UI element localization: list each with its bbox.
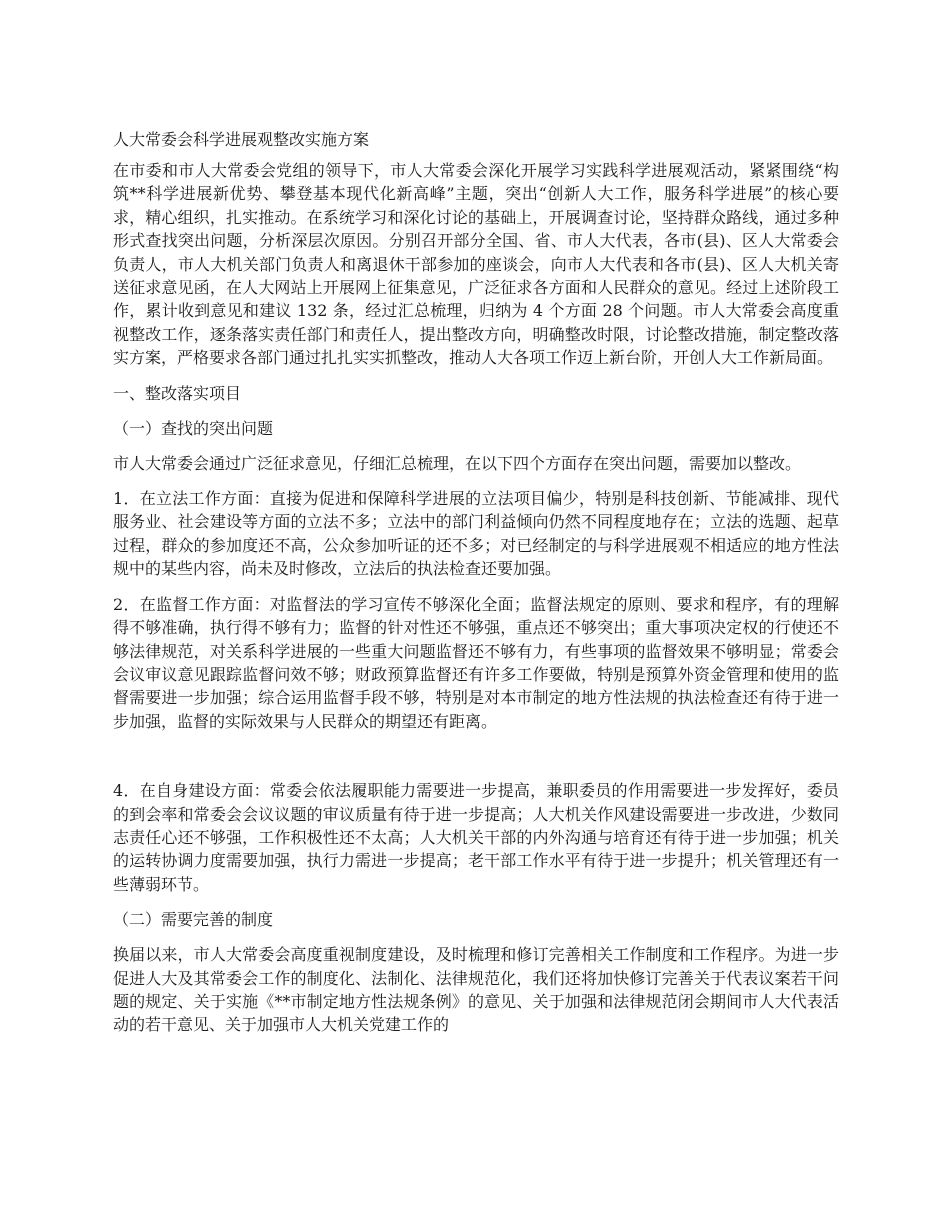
document-title: 人大常委会科学进展观整改实施方案 bbox=[113, 130, 370, 149]
document-page bbox=[113, 128, 839, 1049]
item-2-supervision: 2．在监督工作方面：对监督法的学习宣传不够深化全面；监督法规定的原则、要求和程序，有的理解得不够准确，执行得不够有力；监督的针对性还不够强，重点还不够突出；重大事项决定权的行使还不够法律规范，对关系科学进展的一些重大问题监督还不够有力，有些事项的监督效果不够明显；常委会会议审议意见跟踪监督问效不够；财政预算监督还有许多工作要做，特别是预算外资金管理和使用的监督需要进一步加强；综合运用监督手段不够，特别是对本市制定的地方性法规的执法检查还有待于进一步加强，监督的实际效果与人民群众的期望还有距离。 bbox=[113, 594, 839, 731]
subsection-heading-2: （二）需要完善的制度 bbox=[113, 910, 274, 930]
section-heading-1: 一、整改落实项目 bbox=[113, 383, 242, 403]
item-4-self-building: 4．在自身建设方面：常委会依法履职能力需要进一步提高，兼职委员的作用需要进一步发挥好，委员的到会率和常委会会议议题的审议质量有待于进一步提高；人大机关作风建设需要进一步改进，少数同志责任心还不够强，工作积极性还不太高；人大机关干部的内外沟通与培育还有待于进一步加强；机关的运转协调力度需要加强，执行力需进一步提高；老干部工作水平有待于进一步提升；机关管理还有一些薄弱环节。 bbox=[113, 781, 839, 894]
intro-paragraph: 在市委和市人大常委会党组的领导下，市人大常委会深化开展学习实践科学进展观活动，紧紧围绕“构筑**科学进展新优势、攀登基本现代化新高峰”主题，突出“创新人大工作，服务科学进展”的核心要求，精心组织，扎实推动。在系统学习和深化讨论的基础上，开展调查讨论，坚持群众路线，通过多种形式查找突出问题，分析深层次原因。分别召开部分全国、省、市人大代表，各市(县)、区人大常委会负责人，市人大机关部门负责人和离退休干部参加的座谈会，向市人大代表和各市(县)、区人大机关寄送征求意见函，在人大网站上开展网上征集意见，广泛征求各方面和人民群众的意见。经过上述阶段工作，累计收到意见和建议 132 条，经过汇总梳理，归纳为 4 个方面 28 个问题。市人大常委会高度重视整改工作，逐条落实责任部门和责任人，提出整改方向，明确整改时限，讨论整改措施，制定整改落实方案，严格要求各部门通过扎扎实实抓整改，推动人大各项工作迈上新台阶，开创人大工作新局面。 bbox=[113, 161, 839, 368]
subsection-1-intro: 市人大常委会通过广泛征求意见，仔细汇总梳理，在以下四个方面存在突出问题，需要加以整改。 bbox=[113, 453, 802, 473]
subsection-2-body: 换届以来，市人大常委会高度重视制度建设，及时梳理和修订完善相关工作制度和工作程序。为进一步促进人大及其常委会工作的制度化、法制化、法律规范化，我们还将加快修订完善关于代表议案若干问题的规定、关于实施《**市制定地方性法规条例》的意见、关于加强和法律规范闭会期间市人大代表活动的若干意见、关于加强市人大机关党建工作的 bbox=[113, 945, 839, 1035]
blank-gap bbox=[113, 745, 839, 779]
subsection-heading-1: （一）查找的突出问题 bbox=[113, 418, 274, 438]
item-1-legislation: 1．在立法工作方面：直接为促进和保障科学进展的立法项目偏少，特别是科技创新、节能减排、现代服务业、社会建设等方面的立法不多；立法中的部门利益倾向仍然不同程度地存在；立法的选题、起草过程，群众的参加度还不高，公众参加听证的还不多；对已经制定的与科学进展观不相适应的地方性法规中的某些内容，尚未及时修改，立法后的执法检查还要加强。 bbox=[113, 489, 839, 579]
